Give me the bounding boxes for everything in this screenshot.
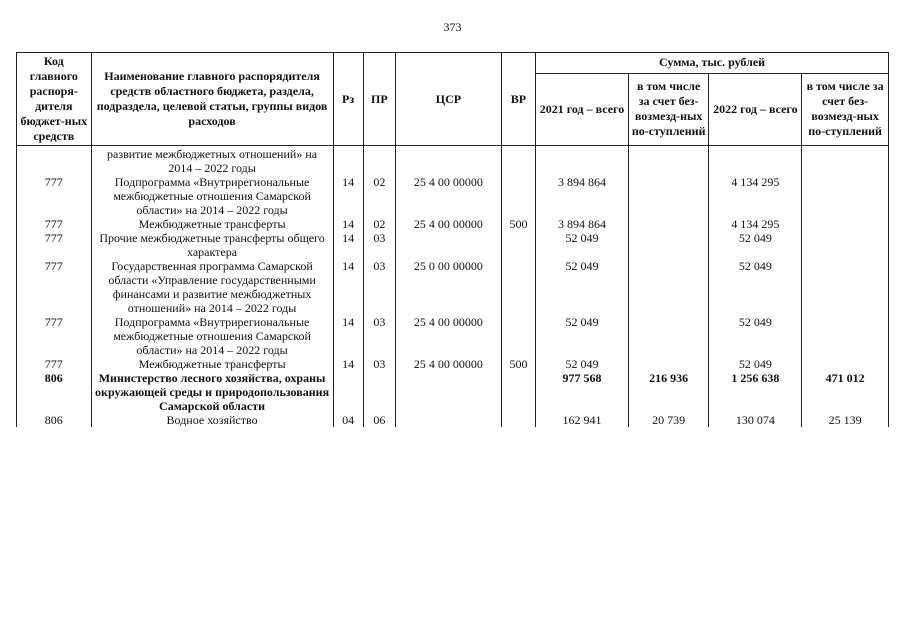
cell-pr: 03	[363, 357, 395, 371]
cell-2022-free	[802, 315, 889, 357]
cell-pr: 02	[363, 217, 395, 231]
cell-2022-free	[802, 146, 889, 176]
cell-rz: 14	[333, 315, 363, 357]
cell-name: Государственная программа Самарской области «Управление государственными финансами и развитие межбюджетных отношений» на 2014 – 2022 годы	[91, 259, 333, 315]
cell-code: 777	[17, 259, 92, 315]
header-code: Код главного распоря-дителя бюджет-ных средств	[17, 53, 92, 146]
cell-pr: 03	[363, 315, 395, 357]
header-vr: ВР	[501, 53, 535, 146]
header-2021-total: 2021 год – всего	[536, 73, 629, 145]
cell-name: Подпрограмма «Внутрирегиональные межбюджетные отношения Самарской области» на 2014 – 2022 годы	[91, 315, 333, 357]
header-csr: ЦСР	[396, 53, 502, 146]
table-body	[17, 146, 889, 428]
cell-2021-total: 52 049	[536, 259, 629, 315]
cell-2021-total: 52 049	[536, 315, 629, 357]
table-row	[17, 259, 889, 315]
cell-2021-free: 216 936	[628, 371, 709, 413]
cell-2022-free: 25 139	[802, 413, 889, 427]
cell-name: Водное хозяйство	[91, 413, 333, 427]
cell-csr: 25 4 00 00000	[396, 217, 502, 231]
page-number: 373	[443, 20, 462, 34]
cell-2022-free	[802, 231, 889, 259]
cell-2022-total: 1 256 638	[709, 371, 802, 413]
table-header	[17, 53, 889, 146]
cell-2021-free	[628, 175, 709, 217]
header-name: Наименование главного распорядителя средств областного бюджета, раздела, подраздела, целевой статьи, группы видов расходов	[91, 53, 333, 146]
header-pr: ПР	[363, 53, 395, 146]
cell-2022-total: 52 049	[709, 259, 802, 315]
table-row	[17, 217, 889, 231]
cell-rz: 04	[333, 413, 363, 427]
budget-table	[16, 52, 889, 427]
cell-rz	[333, 371, 363, 413]
cell-2021-total: 162 941	[536, 413, 629, 427]
table-row	[17, 357, 889, 371]
table-row	[17, 315, 889, 357]
cell-csr: 25 0 00 00000	[396, 259, 502, 315]
cell-2022-total: 4 134 295	[709, 217, 802, 231]
cell-pr: 02	[363, 175, 395, 217]
cell-vr	[501, 146, 535, 176]
cell-rz: 14	[333, 217, 363, 231]
cell-csr: 25 4 00 00000	[396, 315, 502, 357]
cell-pr: 03	[363, 259, 395, 315]
cell-name: Подпрограмма «Внутрирегиональные межбюджетные отношения Самарской области» на 2014 – 2022 годы	[91, 175, 333, 217]
cell-2021-total: 3 894 864	[536, 175, 629, 217]
cell-2022-free	[802, 357, 889, 371]
table-row	[17, 146, 889, 176]
cell-vr	[501, 259, 535, 315]
cell-2021-free	[628, 357, 709, 371]
cell-code: 806	[17, 371, 92, 413]
header-2022-total: 2022 год – всего	[709, 73, 802, 145]
cell-pr: 03	[363, 231, 395, 259]
cell-csr	[396, 146, 502, 176]
cell-pr	[363, 371, 395, 413]
cell-2021-free: 20 739	[628, 413, 709, 427]
cell-2022-total: 52 049	[709, 357, 802, 371]
cell-name: Прочие межбюджетные трансферты общего характера	[91, 231, 333, 259]
cell-csr	[396, 413, 502, 427]
cell-name: развитие межбюджетных отношений» на 2014 – 2022 годы	[91, 146, 333, 176]
cell-rz: 14	[333, 175, 363, 217]
cell-code: 777	[17, 315, 92, 357]
cell-2021-total	[536, 146, 629, 176]
cell-csr	[396, 371, 502, 413]
cell-vr	[501, 231, 535, 259]
cell-vr: 500	[501, 217, 535, 231]
cell-code: 777	[17, 357, 92, 371]
cell-2022-total: 4 134 295	[709, 175, 802, 217]
cell-2022-total: 130 074	[709, 413, 802, 427]
cell-rz: 14	[333, 259, 363, 315]
header-sum: Сумма, тыс. рублей	[536, 53, 889, 74]
cell-2021-free	[628, 217, 709, 231]
cell-2021-total: 3 894 864	[536, 217, 629, 231]
cell-2021-total: 52 049	[536, 231, 629, 259]
cell-code: 777	[17, 231, 92, 259]
cell-code: 777	[17, 217, 92, 231]
header-2021-free: в том числе за счет без-возмезд-ных по-ступлений	[628, 73, 709, 145]
cell-name: Межбюджетные трансферты	[91, 217, 333, 231]
cell-name: Министерство лесного хозяйства, охраны окружающей среды и природопользования Самарской области	[91, 371, 333, 413]
cell-2021-free	[628, 146, 709, 176]
cell-2022-free	[802, 217, 889, 231]
cell-code: 777	[17, 175, 92, 217]
cell-pr	[363, 146, 395, 176]
cell-2021-free	[628, 259, 709, 315]
header-rz: Рз	[333, 53, 363, 146]
cell-code: 806	[17, 413, 92, 427]
cell-2021-total: 977 568	[536, 371, 629, 413]
cell-2022-free	[802, 175, 889, 217]
cell-vr	[501, 371, 535, 413]
cell-2022-free: 471 012	[802, 371, 889, 413]
cell-vr	[501, 175, 535, 217]
cell-2021-free	[628, 315, 709, 357]
cell-rz: 14	[333, 357, 363, 371]
cell-csr	[396, 231, 502, 259]
cell-2022-total	[709, 146, 802, 176]
cell-code	[17, 146, 92, 176]
cell-name: Межбюджетные трансферты	[91, 357, 333, 371]
table-row	[17, 371, 889, 413]
cell-vr: 500	[501, 357, 535, 371]
cell-2022-total: 52 049	[709, 231, 802, 259]
cell-pr: 06	[363, 413, 395, 427]
cell-csr: 25 4 00 00000	[396, 175, 502, 217]
table-row	[17, 231, 889, 259]
cell-vr	[501, 413, 535, 427]
cell-rz: 14	[333, 231, 363, 259]
cell-rz	[333, 146, 363, 176]
table-row	[17, 175, 889, 217]
cell-csr: 25 4 00 00000	[396, 357, 502, 371]
cell-vr	[501, 315, 535, 357]
cell-2021-free	[628, 231, 709, 259]
table-row	[17, 413, 889, 427]
cell-2022-free	[802, 259, 889, 315]
cell-2022-total: 52 049	[709, 315, 802, 357]
cell-2021-total: 52 049	[536, 357, 629, 371]
header-2022-free: в том числе за счет без-возмезд-ных по-ступлений	[802, 73, 889, 145]
